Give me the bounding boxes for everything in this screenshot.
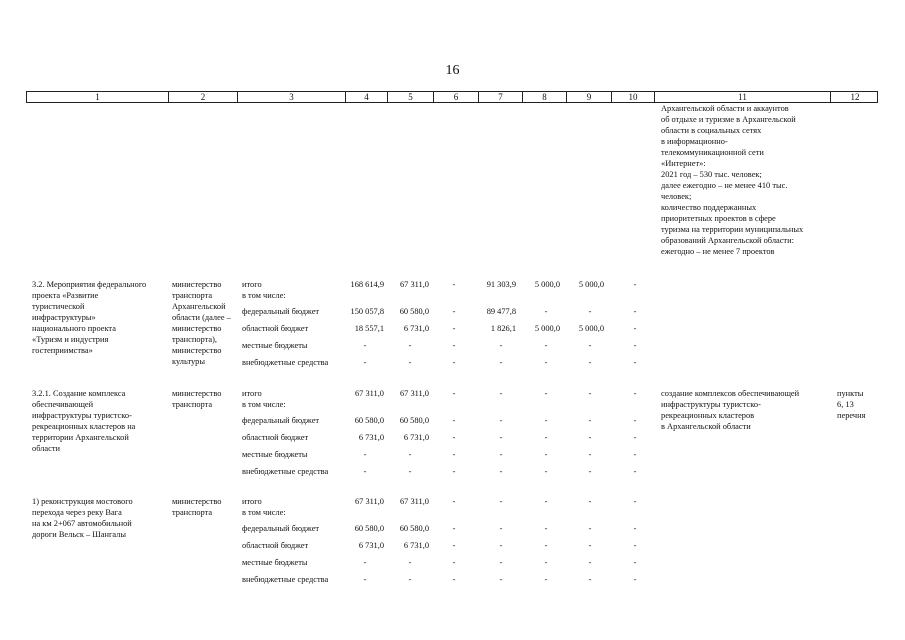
source-label: внебюджетные средства (242, 575, 329, 584)
value-cell: 6 731,0 (403, 433, 429, 442)
value-cell: - (544, 416, 548, 425)
value-cell: - (408, 341, 412, 350)
value-cell: - (633, 524, 637, 533)
value-cell: - (544, 558, 548, 567)
value-cell: 67 311,0 (399, 280, 429, 289)
value-cell: 6 731,0 (403, 324, 429, 333)
value-cell: - (499, 467, 503, 476)
value-cell: - (499, 433, 503, 442)
value-cell: - (452, 497, 456, 506)
result-continuation-text: Архангельской области и аккаунтов об отдыхе и туризме в Архангельской области в социальных сетях в информационно- телекоммуникационной сети «Интернет»: 2021 год – 530 тыс. человек; далее ежегодно – не менее 410 тыс. человек; количество поддержанных приоритетных проектов в сфере туризма на территории муниципальных образований Архангельской области: ежегодно – не менее 7 проектов (661, 104, 804, 256)
header-col-4: 4 (345, 92, 387, 102)
header-col-3: 3 (237, 92, 345, 102)
value-cell: - (499, 389, 503, 398)
executor: министерство транспорта (172, 389, 222, 409)
value-cell: - (633, 416, 637, 425)
header-col-5: 5 (387, 92, 433, 102)
value-cell: - (544, 341, 548, 350)
value-cell: - (544, 467, 548, 476)
executor: министерство транспорта Архангельской области (далее – министерство транспорта), министерство культуры (172, 280, 231, 366)
value-cell: - (452, 358, 456, 367)
value-cell: - (452, 524, 456, 533)
value-cell: - (499, 450, 503, 459)
value-cell: - (452, 575, 456, 584)
source-label: местные бюджеты (242, 341, 308, 350)
value-cell: - (499, 358, 503, 367)
source-label: областной бюджет (242, 541, 309, 550)
activity-name: 3.2.1. Создание комплекса обеспечивающей инфраструктуры туристско- рекреационных кластеров на территории Архангельской области (32, 389, 136, 453)
value-cell: - (452, 324, 456, 333)
value-cell: 6 731,0 (358, 541, 384, 550)
source-label: внебюджетные средства (242, 358, 329, 367)
value-cell: 150 057,8 (350, 307, 384, 316)
value-cell: - (452, 389, 456, 398)
link-text: пункты 6, 13 перечня (837, 389, 866, 420)
value-cell: 5 000,0 (578, 324, 604, 333)
value-cell: - (452, 280, 456, 289)
value-cell: 60 580,0 (399, 307, 429, 316)
source-label: местные бюджеты (242, 450, 308, 459)
value-cell: - (452, 433, 456, 442)
source-label: областной бюджет (242, 324, 309, 333)
value-cell: - (588, 541, 592, 550)
value-cell: 60 580,0 (399, 416, 429, 425)
value-cell: 5 000,0 (534, 324, 560, 333)
value-cell: - (544, 307, 548, 316)
value-cell: - (633, 497, 637, 506)
value-cell: - (363, 450, 367, 459)
result-text: создание комплексов обеспечивающей инфраструктуры туристско- рекреационных кластеров в Архангельской области (661, 389, 800, 431)
value-cell: - (544, 358, 548, 367)
value-cell: 60 580,0 (354, 524, 384, 533)
header-col-10: 10 (611, 92, 654, 102)
value-cell: - (499, 541, 503, 550)
source-total-label: итого в том числе: (242, 280, 286, 300)
value-cell: - (633, 467, 637, 476)
value-cell: - (633, 450, 637, 459)
value-cell: - (633, 341, 637, 350)
value-cell: - (588, 524, 592, 533)
value-cell: - (363, 558, 367, 567)
value-cell: - (408, 575, 412, 584)
value-cell: - (499, 341, 503, 350)
activity-name: 1) реконструкция мостового перехода через реку Вага на км 2+067 автомобильной дороги Вельск – Шангалы (32, 497, 133, 539)
value-cell: - (499, 524, 503, 533)
value-cell: 67 311,0 (399, 389, 429, 398)
value-cell: - (633, 389, 637, 398)
value-cell: 67 311,0 (354, 497, 384, 506)
value-cell: - (588, 416, 592, 425)
value-cell: 60 580,0 (399, 524, 429, 533)
header-col-7: 7 (478, 92, 522, 102)
value-cell: - (452, 541, 456, 550)
header-col-11: 11 (654, 92, 830, 102)
value-cell: - (452, 307, 456, 316)
value-cell: - (408, 450, 412, 459)
page-number: 16 (445, 63, 460, 78)
header-col-12: 12 (830, 92, 879, 102)
value-cell: - (633, 541, 637, 550)
value-cell: - (452, 558, 456, 567)
source-total-label: итого в том числе: (242, 497, 286, 517)
source-label: федеральный бюджет (242, 524, 320, 533)
value-cell: - (588, 389, 592, 398)
value-cell: 67 311,0 (399, 497, 429, 506)
value-cell: - (633, 358, 637, 367)
value-cell: - (363, 467, 367, 476)
value-cell: - (588, 450, 592, 459)
value-cell: - (363, 358, 367, 367)
source-label: местные бюджеты (242, 558, 308, 567)
source-label: федеральный бюджет (242, 307, 320, 316)
value-cell: - (408, 358, 412, 367)
value-cell: 18 557,1 (354, 324, 384, 333)
value-cell: - (588, 575, 592, 584)
value-cell: - (588, 358, 592, 367)
value-cell: - (408, 558, 412, 567)
value-cell: - (544, 389, 548, 398)
value-cell: - (633, 433, 637, 442)
value-cell: - (499, 558, 503, 567)
value-cell: - (588, 497, 592, 506)
value-cell: - (588, 307, 592, 316)
value-cell: - (544, 450, 548, 459)
value-cell: 89 477,8 (486, 307, 516, 316)
value-cell: 60 580,0 (354, 416, 384, 425)
value-cell: 67 311,0 (354, 389, 384, 398)
header-col-8: 8 (522, 92, 566, 102)
executor: министерство транспорта (172, 497, 222, 517)
value-cell: - (499, 575, 503, 584)
value-cell: - (408, 467, 412, 476)
value-cell: - (363, 575, 367, 584)
value-cell: 168 614,9 (350, 280, 384, 289)
value-cell: - (452, 416, 456, 425)
header-col-1: 1 (95, 92, 100, 102)
value-cell: 5 000,0 (534, 280, 560, 289)
header-col-9: 9 (566, 92, 611, 102)
value-cell: 91 303,9 (486, 280, 516, 289)
value-cell: - (544, 524, 548, 533)
value-cell: - (452, 450, 456, 459)
value-cell: - (452, 341, 456, 350)
value-cell: - (633, 558, 637, 567)
value-cell: - (633, 307, 637, 316)
value-cell: - (452, 467, 456, 476)
value-cell: - (588, 341, 592, 350)
header-col-6: 6 (433, 92, 478, 102)
value-cell: - (588, 433, 592, 442)
table-header-row (26, 91, 878, 103)
value-cell: - (588, 467, 592, 476)
value-cell: - (633, 280, 637, 289)
source-total-label: итого в том числе: (242, 389, 286, 409)
value-cell: - (544, 575, 548, 584)
value-cell: - (544, 497, 548, 506)
value-cell: - (588, 558, 592, 567)
source-label: внебюджетные средства (242, 467, 329, 476)
value-cell: 1 826,1 (490, 324, 516, 333)
value-cell: - (544, 433, 548, 442)
value-cell: - (633, 575, 637, 584)
value-cell: - (363, 341, 367, 350)
header-col-2: 2 (168, 92, 237, 102)
value-cell: 6 731,0 (403, 541, 429, 550)
value-cell: - (544, 541, 548, 550)
activity-name: 3.2. Мероприятия федерального проекта «Развитие туристической инфраструктуры» национального проекта «Туризм и индустрия гостеприимства» (32, 280, 147, 355)
value-cell: - (499, 497, 503, 506)
source-label: областной бюджет (242, 433, 309, 442)
value-cell: 6 731,0 (358, 433, 384, 442)
source-label: федеральный бюджет (242, 416, 320, 425)
value-cell: 5 000,0 (578, 280, 604, 289)
value-cell: - (633, 324, 637, 333)
value-cell: - (499, 416, 503, 425)
